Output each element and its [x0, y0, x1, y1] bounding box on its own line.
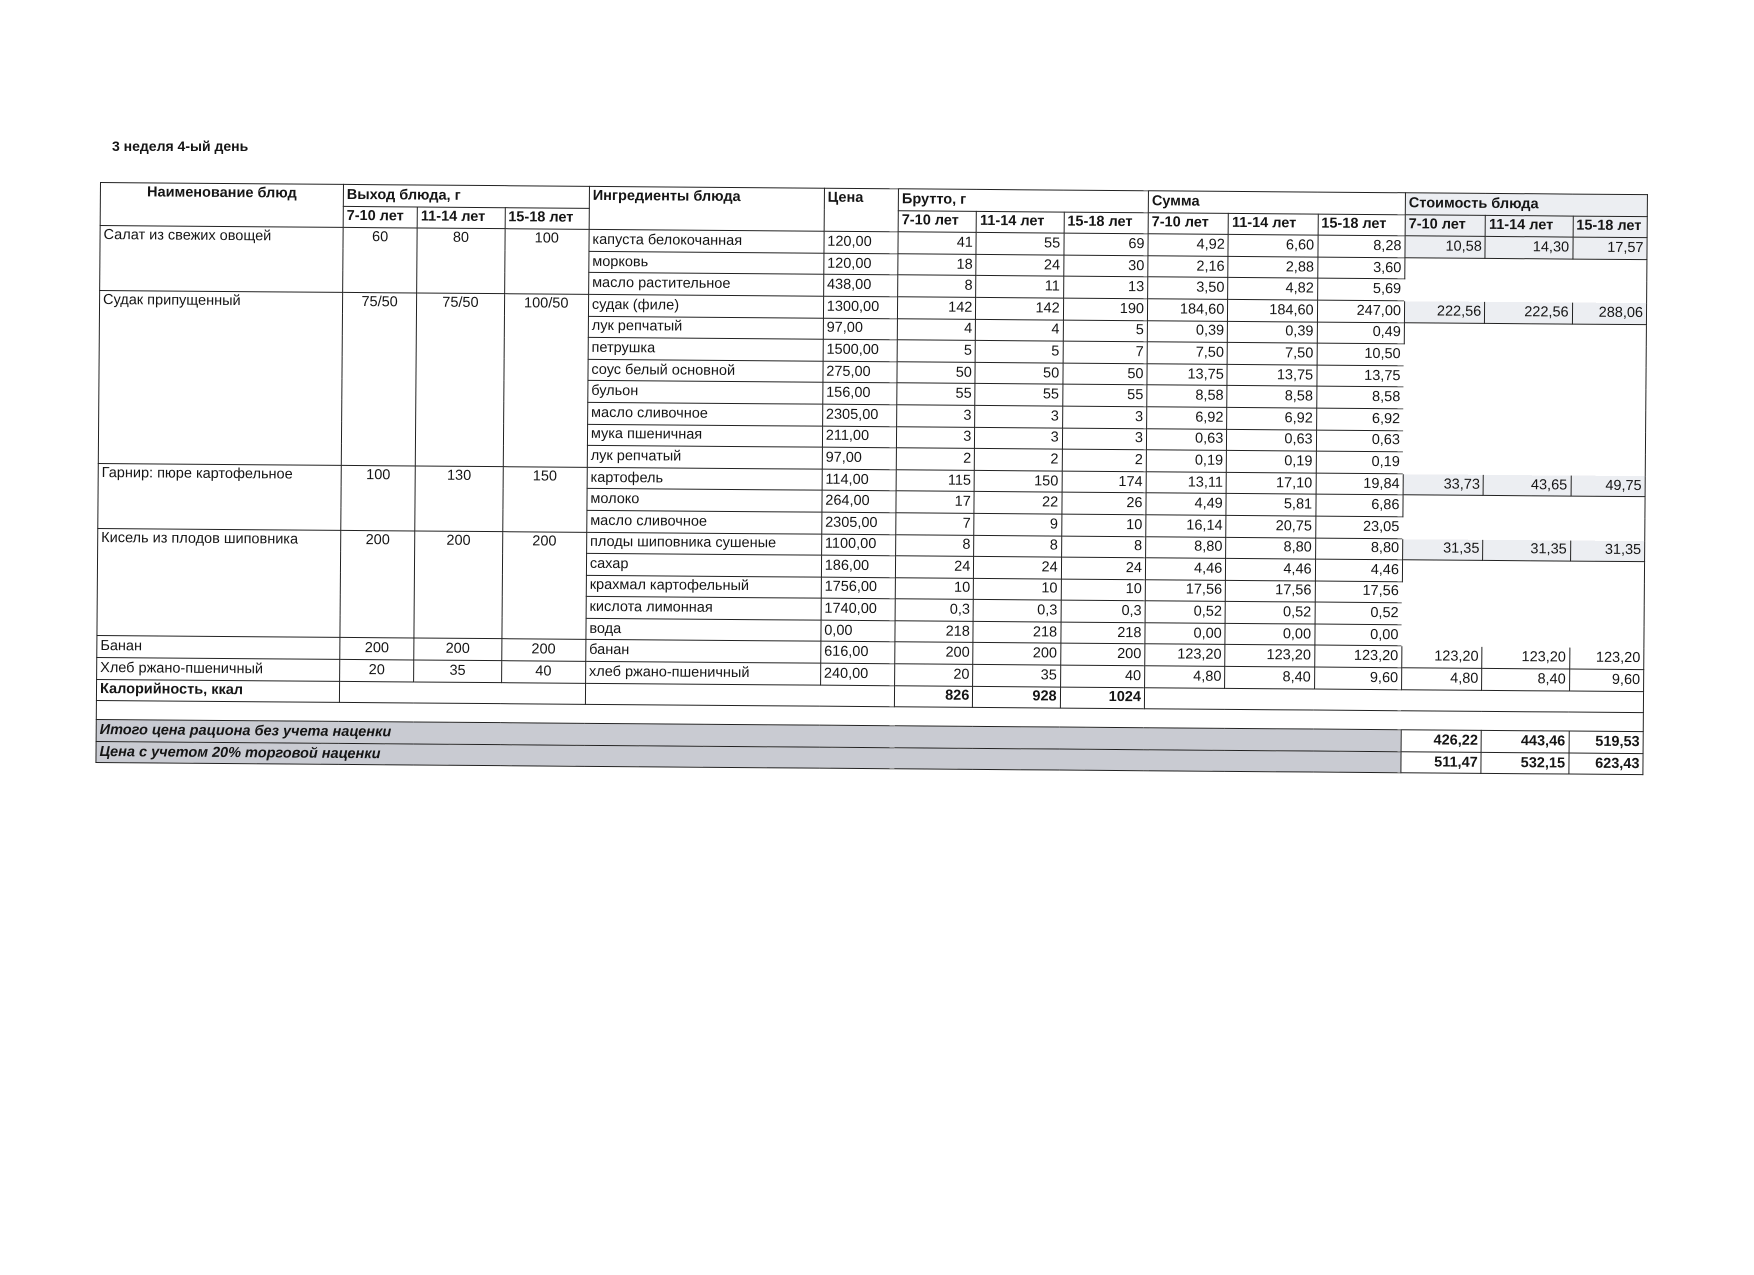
brutto-value: 11 [976, 276, 1063, 298]
ingredient-name: сахар [586, 553, 821, 576]
dish-cost: 31,35 [1403, 538, 1483, 560]
dish-name: Гарнир: пюре картофельное [98, 463, 341, 530]
sum-value: 5,81 [1226, 494, 1316, 516]
brutto-value: 10 [1061, 579, 1145, 601]
brutto-value: 55 [975, 384, 1062, 406]
brutto-value: 41 [898, 232, 976, 254]
sum-value: 247,00 [1317, 300, 1405, 322]
dish-yield: 40 [501, 661, 586, 683]
sum-value: 2,16 [1148, 256, 1228, 278]
dish-yield: 200 [414, 638, 501, 660]
ingredient-name: капуста белокочанная [589, 230, 824, 253]
sum-value: 17,10 [1226, 472, 1316, 494]
header-ingredients: Ингредиенты блюда [589, 186, 824, 231]
brutto-value: 3 [897, 405, 975, 427]
ingredient-price: 120,00 [824, 253, 898, 275]
ingredient-price: 114,00 [822, 469, 896, 491]
header-yield-age-3: 15-18 лет [505, 207, 590, 229]
sum-value: 6,60 [1228, 235, 1318, 257]
ingredient-price: 120,00 [824, 231, 898, 253]
sum-value: 8,80 [1315, 538, 1403, 560]
header-brutto-age-1: 7-10 лет [898, 210, 976, 232]
brutto-value: 40 [1060, 665, 1144, 687]
ingredient-name: молоко [587, 489, 822, 512]
sum-value: 8,58 [1316, 386, 1404, 408]
calories-value: 1024 [1060, 687, 1144, 709]
brutto-value: 115 [896, 469, 974, 491]
dish-name: Хлеб ржано-пшеничный [97, 658, 340, 682]
dish-yield: 60 [343, 228, 418, 293]
brutto-value: 3 [975, 405, 1062, 427]
dish-cost: 31,35 [1483, 539, 1570, 561]
dish-yield: 80 [417, 228, 505, 293]
dish-yield: 200 [340, 530, 415, 639]
brutto-value: 10 [974, 578, 1061, 600]
brutto-value: 0,3 [895, 599, 973, 621]
header-cost-age-2: 11-14 лет [1485, 215, 1572, 237]
sum-value: 19,84 [1316, 473, 1404, 495]
brutto-value: 3 [896, 426, 974, 448]
ingredient-price: 1756,00 [821, 577, 895, 599]
brutto-value: 24 [1061, 557, 1145, 579]
brutto-value: 55 [1062, 384, 1146, 406]
dish-yield: 35 [414, 660, 501, 682]
ingredient-price: 616,00 [821, 642, 895, 664]
cost-spacer [1402, 560, 1645, 648]
sum-value: 6,92 [1227, 407, 1317, 429]
brutto-value: 69 [1064, 233, 1148, 255]
brutto-value: 218 [973, 621, 1060, 643]
sum-value: 7,50 [1227, 343, 1317, 365]
brutto-value: 24 [895, 556, 973, 578]
dish-cost: 222,56 [1485, 301, 1572, 323]
calories-empty [585, 683, 894, 707]
header-row-1 [100, 183, 1647, 217]
header-yield: Выход блюда, г [343, 184, 589, 208]
total-label: Цена с учетом 20% торговой наценки [96, 741, 1401, 773]
ingredient-price: 2305,00 [822, 404, 896, 426]
ingredient-name: соус белый основной [588, 359, 823, 382]
total-value: 519,53 [1569, 731, 1644, 753]
sum-value: 10,50 [1317, 343, 1405, 365]
sum-value: 4,46 [1226, 558, 1316, 580]
dish-yield: 100 [504, 229, 589, 294]
sum-value: 123,20 [1145, 644, 1225, 666]
brutto-value: 24 [976, 254, 1063, 276]
sum-value: 4,82 [1228, 278, 1318, 300]
sum-value: 123,20 [1314, 646, 1402, 668]
cost-spacer [1405, 258, 1647, 303]
ingredient-price: 2305,00 [822, 512, 896, 534]
ingredient-price: 211,00 [822, 426, 896, 448]
ingredient-name: масло сливочное [587, 510, 822, 533]
sum-value: 23,05 [1315, 516, 1403, 538]
sum-value: 0,63 [1227, 429, 1317, 451]
header-cost-age-1: 7-10 лет [1405, 214, 1485, 236]
sum-value: 0,19 [1316, 451, 1404, 473]
dish-name: Кисель из плодов шиповника [97, 528, 341, 638]
dish-cost: 49,75 [1571, 475, 1646, 497]
sum-value: 13,75 [1147, 363, 1227, 385]
brutto-value: 20 [895, 664, 973, 686]
ingredient-name: лук репчатый [588, 316, 823, 339]
dish-cost: 4,80 [1402, 668, 1482, 690]
dish-yield: 200 [501, 531, 586, 640]
brutto-value: 7 [896, 513, 974, 535]
ingredient-price: 1500,00 [823, 339, 897, 361]
sum-value: 8,80 [1226, 537, 1316, 559]
brutto-value: 22 [974, 492, 1061, 514]
sum-value: 184,60 [1228, 299, 1318, 321]
header-yield-age-1: 7-10 лет [343, 206, 417, 228]
dish-yield: 100/50 [503, 294, 589, 467]
sum-value: 0,19 [1146, 450, 1226, 472]
sum-value: 0,00 [1145, 623, 1225, 645]
header-sum-age-3: 15-18 лет [1318, 214, 1406, 236]
sum-value: 4,46 [1145, 558, 1225, 580]
dish-yield: 75/50 [341, 292, 417, 465]
brutto-value: 8 [974, 535, 1061, 557]
sum-value: 13,11 [1146, 471, 1226, 493]
dish-yield: 150 [502, 466, 587, 531]
cost-spacer [1403, 322, 1646, 475]
sum-value: 0,39 [1228, 321, 1318, 343]
header-dish: Наименование блюд [100, 183, 343, 228]
brutto-value: 8 [898, 275, 976, 297]
ingredient-name: бульон [588, 381, 823, 404]
total-value: 426,22 [1401, 730, 1481, 752]
sum-value: 3,50 [1148, 277, 1228, 299]
brutto-value: 218 [1061, 622, 1145, 644]
ingredient-price: 1740,00 [821, 598, 895, 620]
brutto-value: 5 [975, 341, 1062, 363]
brutto-value: 30 [1063, 255, 1147, 277]
ingredient-price: 97,00 [822, 447, 896, 469]
dish-cost: 14,30 [1485, 237, 1572, 259]
header-price: Цена [824, 188, 899, 232]
sum-value: 5,69 [1317, 278, 1405, 300]
ingredient-name: хлеб ржано-пшеничный [585, 661, 820, 684]
sum-value: 20,75 [1226, 515, 1316, 537]
header-brutto-age-3: 15-18 лет [1064, 212, 1148, 234]
dish-yield: 130 [415, 466, 503, 531]
ingredient-name: масло растительное [589, 273, 824, 296]
sum-value: 13,75 [1227, 364, 1317, 386]
dish-cost: 17,57 [1573, 237, 1648, 259]
dish-cost: 222,56 [1404, 301, 1484, 323]
dish-cost: 31,35 [1570, 540, 1645, 562]
ingredient-name: вода [586, 618, 821, 641]
sum-value: 0,52 [1225, 602, 1315, 624]
sum-value: 17,56 [1226, 580, 1316, 602]
ingredient-price: 438,00 [823, 275, 897, 297]
sum-value: 6,86 [1316, 494, 1404, 516]
dish-yield: 20 [340, 659, 414, 681]
brutto-value: 5 [1063, 320, 1147, 342]
brutto-value: 7 [1063, 341, 1147, 363]
dish-cost: 123,20 [1569, 648, 1644, 670]
calories-empty [339, 681, 585, 705]
total-value: 623,43 [1568, 753, 1643, 775]
brutto-value: 50 [897, 362, 975, 384]
sum-value: 6,92 [1147, 407, 1227, 429]
dish-yield: 200 [501, 639, 586, 661]
header-brutto: Брутто, г [898, 189, 1148, 213]
brutto-value: 0,3 [1061, 600, 1145, 622]
header-sum-age-2: 11-14 лет [1228, 213, 1318, 235]
brutto-value: 3 [1062, 428, 1146, 450]
sum-value: 0,00 [1225, 623, 1315, 645]
brutto-value: 24 [974, 556, 1061, 578]
brutto-value: 4 [976, 319, 1063, 341]
brutto-value: 9 [974, 513, 1061, 535]
brutto-value: 8 [896, 534, 974, 556]
dish-yield: 100 [341, 465, 416, 530]
header-sum-age-1: 7-10 лет [1148, 212, 1228, 234]
ingredient-price: 275,00 [823, 361, 897, 383]
sum-value: 0,63 [1316, 430, 1404, 452]
sum-value: 4,46 [1315, 559, 1403, 581]
ingredient-price: 97,00 [823, 318, 897, 340]
brutto-value: 50 [975, 362, 1062, 384]
sum-value: 4,92 [1148, 234, 1228, 256]
brutto-value: 218 [895, 621, 973, 643]
brutto-value: 18 [898, 254, 976, 276]
cost-spacer [1403, 495, 1645, 540]
ingredient-name: лук репчатый [587, 445, 822, 468]
dish-yield: 200 [340, 638, 414, 660]
sum-value: 4,80 [1145, 666, 1225, 688]
total-value: 443,46 [1481, 731, 1568, 753]
dish-cost: 123,20 [1482, 647, 1569, 669]
sum-value: 7,50 [1147, 342, 1227, 364]
brutto-value: 55 [976, 233, 1063, 255]
ingredient-name: крахмал картофельный [586, 575, 821, 598]
brutto-value: 150 [974, 470, 1061, 492]
sum-value: 4,49 [1146, 493, 1226, 515]
sum-value: 8,80 [1146, 536, 1226, 558]
sum-value: 0,00 [1315, 624, 1403, 646]
sum-value: 0,49 [1317, 322, 1405, 344]
ingredient-name: плоды шиповника сушеные [586, 532, 821, 555]
brutto-value: 4 [897, 318, 975, 340]
sum-value: 9,60 [1314, 667, 1402, 689]
brutto-value: 3 [1062, 406, 1146, 428]
sum-value: 17,56 [1145, 579, 1225, 601]
sum-value: 8,28 [1318, 235, 1406, 257]
sum-value: 6,92 [1316, 408, 1404, 430]
ingredient-name: судак (филе) [588, 294, 823, 317]
menu-cost-table [95, 182, 1648, 776]
dish-cost: 288,06 [1572, 302, 1647, 324]
dish-name: Салат из свежих овощей [100, 226, 343, 293]
header-brutto-age-2: 11-14 лет [976, 211, 1063, 233]
brutto-value: 50 [1063, 363, 1147, 385]
dish-name: Банан [97, 636, 340, 660]
dish-cost: 33,73 [1403, 473, 1483, 495]
sum-value: 0,52 [1315, 602, 1403, 624]
dish-yield: 75/50 [415, 293, 504, 466]
dish-cost: 8,40 [1482, 668, 1569, 690]
ingredient-name: кислота лимонная [586, 597, 821, 620]
brutto-value: 190 [1063, 298, 1147, 320]
header-cost: Стоимость блюда [1405, 193, 1647, 216]
calories-value: 826 [894, 685, 972, 707]
brutto-value: 5 [897, 340, 975, 362]
ingredient-price: 1100,00 [821, 534, 895, 556]
total-value: 532,15 [1481, 752, 1568, 774]
dish-cost: 43,65 [1483, 474, 1570, 496]
sum-value: 17,56 [1315, 581, 1403, 603]
ingredient-price: 264,00 [822, 490, 896, 512]
sum-value: 184,60 [1147, 299, 1227, 321]
sum-value: 2,88 [1228, 256, 1318, 278]
total-label: Итого цена рациона без учета наценки [96, 720, 1401, 752]
brutto-value: 142 [898, 297, 976, 319]
sum-value: 3,60 [1317, 257, 1405, 279]
ingredient-name: масло сливочное [587, 402, 822, 425]
ingredient-name: петрушка [588, 337, 823, 360]
calories-label: Калорийность, ккал [96, 679, 339, 703]
brutto-value: 2 [896, 448, 974, 470]
brutto-value: 10 [895, 577, 973, 599]
brutto-value: 13 [1063, 276, 1147, 298]
brutto-value: 26 [1062, 492, 1146, 514]
sum-value: 8,58 [1227, 386, 1317, 408]
ingredient-price: 0,00 [821, 620, 895, 642]
total-value: 511,47 [1401, 752, 1481, 774]
dish-yield: 200 [414, 530, 502, 639]
sum-value: 8,40 [1225, 666, 1315, 688]
sum-value: 0,19 [1227, 450, 1317, 472]
brutto-value: 17 [896, 491, 974, 513]
dish-name: Судак припущенный [98, 290, 342, 465]
brutto-value: 200 [895, 642, 973, 664]
brutto-value: 142 [976, 297, 1063, 319]
header-yield-age-2: 11-14 лет [417, 207, 504, 229]
sum-value: 13,75 [1317, 365, 1405, 387]
ingredient-price: 186,00 [821, 555, 895, 577]
brutto-value: 55 [897, 383, 975, 405]
sum-value: 0,52 [1145, 601, 1225, 623]
sum-value: 16,14 [1146, 515, 1226, 537]
brutto-value: 200 [973, 643, 1060, 665]
ingredient-price: 240,00 [820, 663, 894, 685]
brutto-value: 200 [1060, 644, 1144, 666]
ingredient-name: мука пшеничная [587, 424, 822, 447]
sum-value: 123,20 [1225, 645, 1315, 667]
brutto-value: 174 [1062, 471, 1146, 493]
brutto-value: 2 [1062, 449, 1146, 471]
header-cost-age-3: 15-18 лет [1573, 216, 1648, 238]
dish-cost: 9,60 [1569, 669, 1644, 691]
sum-value: 0,39 [1147, 320, 1227, 342]
calories-value: 928 [973, 686, 1060, 708]
dish-cost: 10,58 [1405, 236, 1485, 258]
brutto-value: 3 [975, 427, 1062, 449]
brutto-value: 0,3 [973, 600, 1060, 622]
ingredient-name: банан [586, 640, 821, 663]
brutto-value: 10 [1061, 514, 1145, 536]
ingredient-name: морковь [589, 251, 824, 274]
dish-cost: 123,20 [1402, 646, 1482, 668]
sum-value: 0,63 [1146, 428, 1226, 450]
ingredient-name: картофель [587, 467, 822, 490]
brutto-value: 2 [975, 449, 1062, 471]
brutto-value: 8 [1061, 536, 1145, 558]
page-title: 3 неделя 4-ый день [112, 138, 249, 154]
sum-value: 8,58 [1147, 385, 1227, 407]
ingredient-price: 156,00 [823, 383, 897, 405]
ingredient-price: 1300,00 [823, 296, 897, 318]
header-sum: Сумма [1148, 191, 1405, 215]
brutto-value: 35 [973, 664, 1060, 686]
